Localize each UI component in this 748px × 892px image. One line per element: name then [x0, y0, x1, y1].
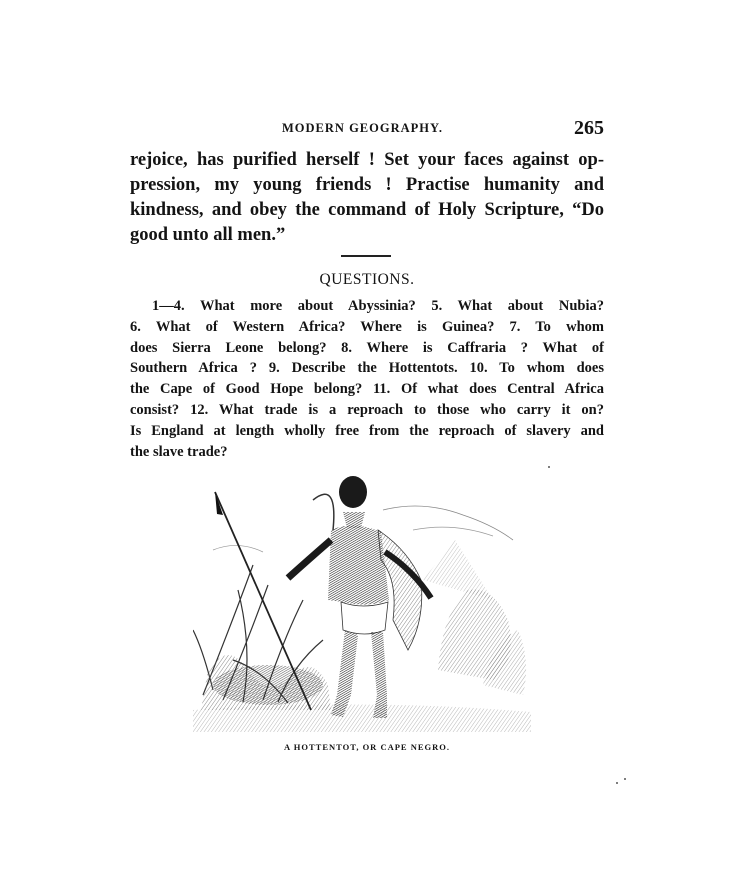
paper-speck [616, 782, 618, 784]
questions-heading: QUESTIONS. [319, 271, 415, 288]
question-line: the Cape of Good Hope belong? 11. Of what does Central Africa [130, 381, 604, 398]
question-line: 1—4. What more about Abyssinia? 5. What about Nubia? [152, 298, 604, 314]
hottentot-engraving [193, 470, 531, 732]
paper-speck [624, 778, 626, 780]
page-number: 265 [574, 117, 604, 139]
question-line: does Sierra Leone belong? 8. Where is Caffraria ? What of [130, 339, 604, 356]
paper-speck [548, 466, 550, 468]
section-divider [341, 255, 391, 257]
illustration-caption: A HOTTENTOT, OR CAPE NEGRO. [283, 742, 450, 752]
body-line: kindness, and obey the command of Holy Scripture, “Do [130, 200, 604, 220]
question-line: 6. What of Western Africa? Where is Guinea? 7. To whom [130, 318, 604, 335]
page-header [130, 117, 604, 139]
body-line: rejoice, has purified herself ! Set your faces against op- [130, 150, 604, 170]
question-line: the slave trade? [130, 443, 228, 460]
body-paragraph [130, 148, 604, 248]
questions-paragraph [130, 296, 604, 462]
running-head: MODERN GEOGRAPHY. [282, 121, 443, 135]
question-line: Is England at length wholly free from the reproach of slavery and [130, 422, 604, 439]
body-line: pression, my young friends ! Practise humanity and [130, 175, 604, 195]
body-line: good unto all men.” [130, 225, 286, 245]
question-line: Southern Africa ? 9. Describe the Hottentots. 10. To whom does [130, 360, 604, 377]
background-trees [438, 589, 526, 695]
question-line: consist? 12. What trade is a reproach to those who carry it on? [130, 401, 604, 418]
